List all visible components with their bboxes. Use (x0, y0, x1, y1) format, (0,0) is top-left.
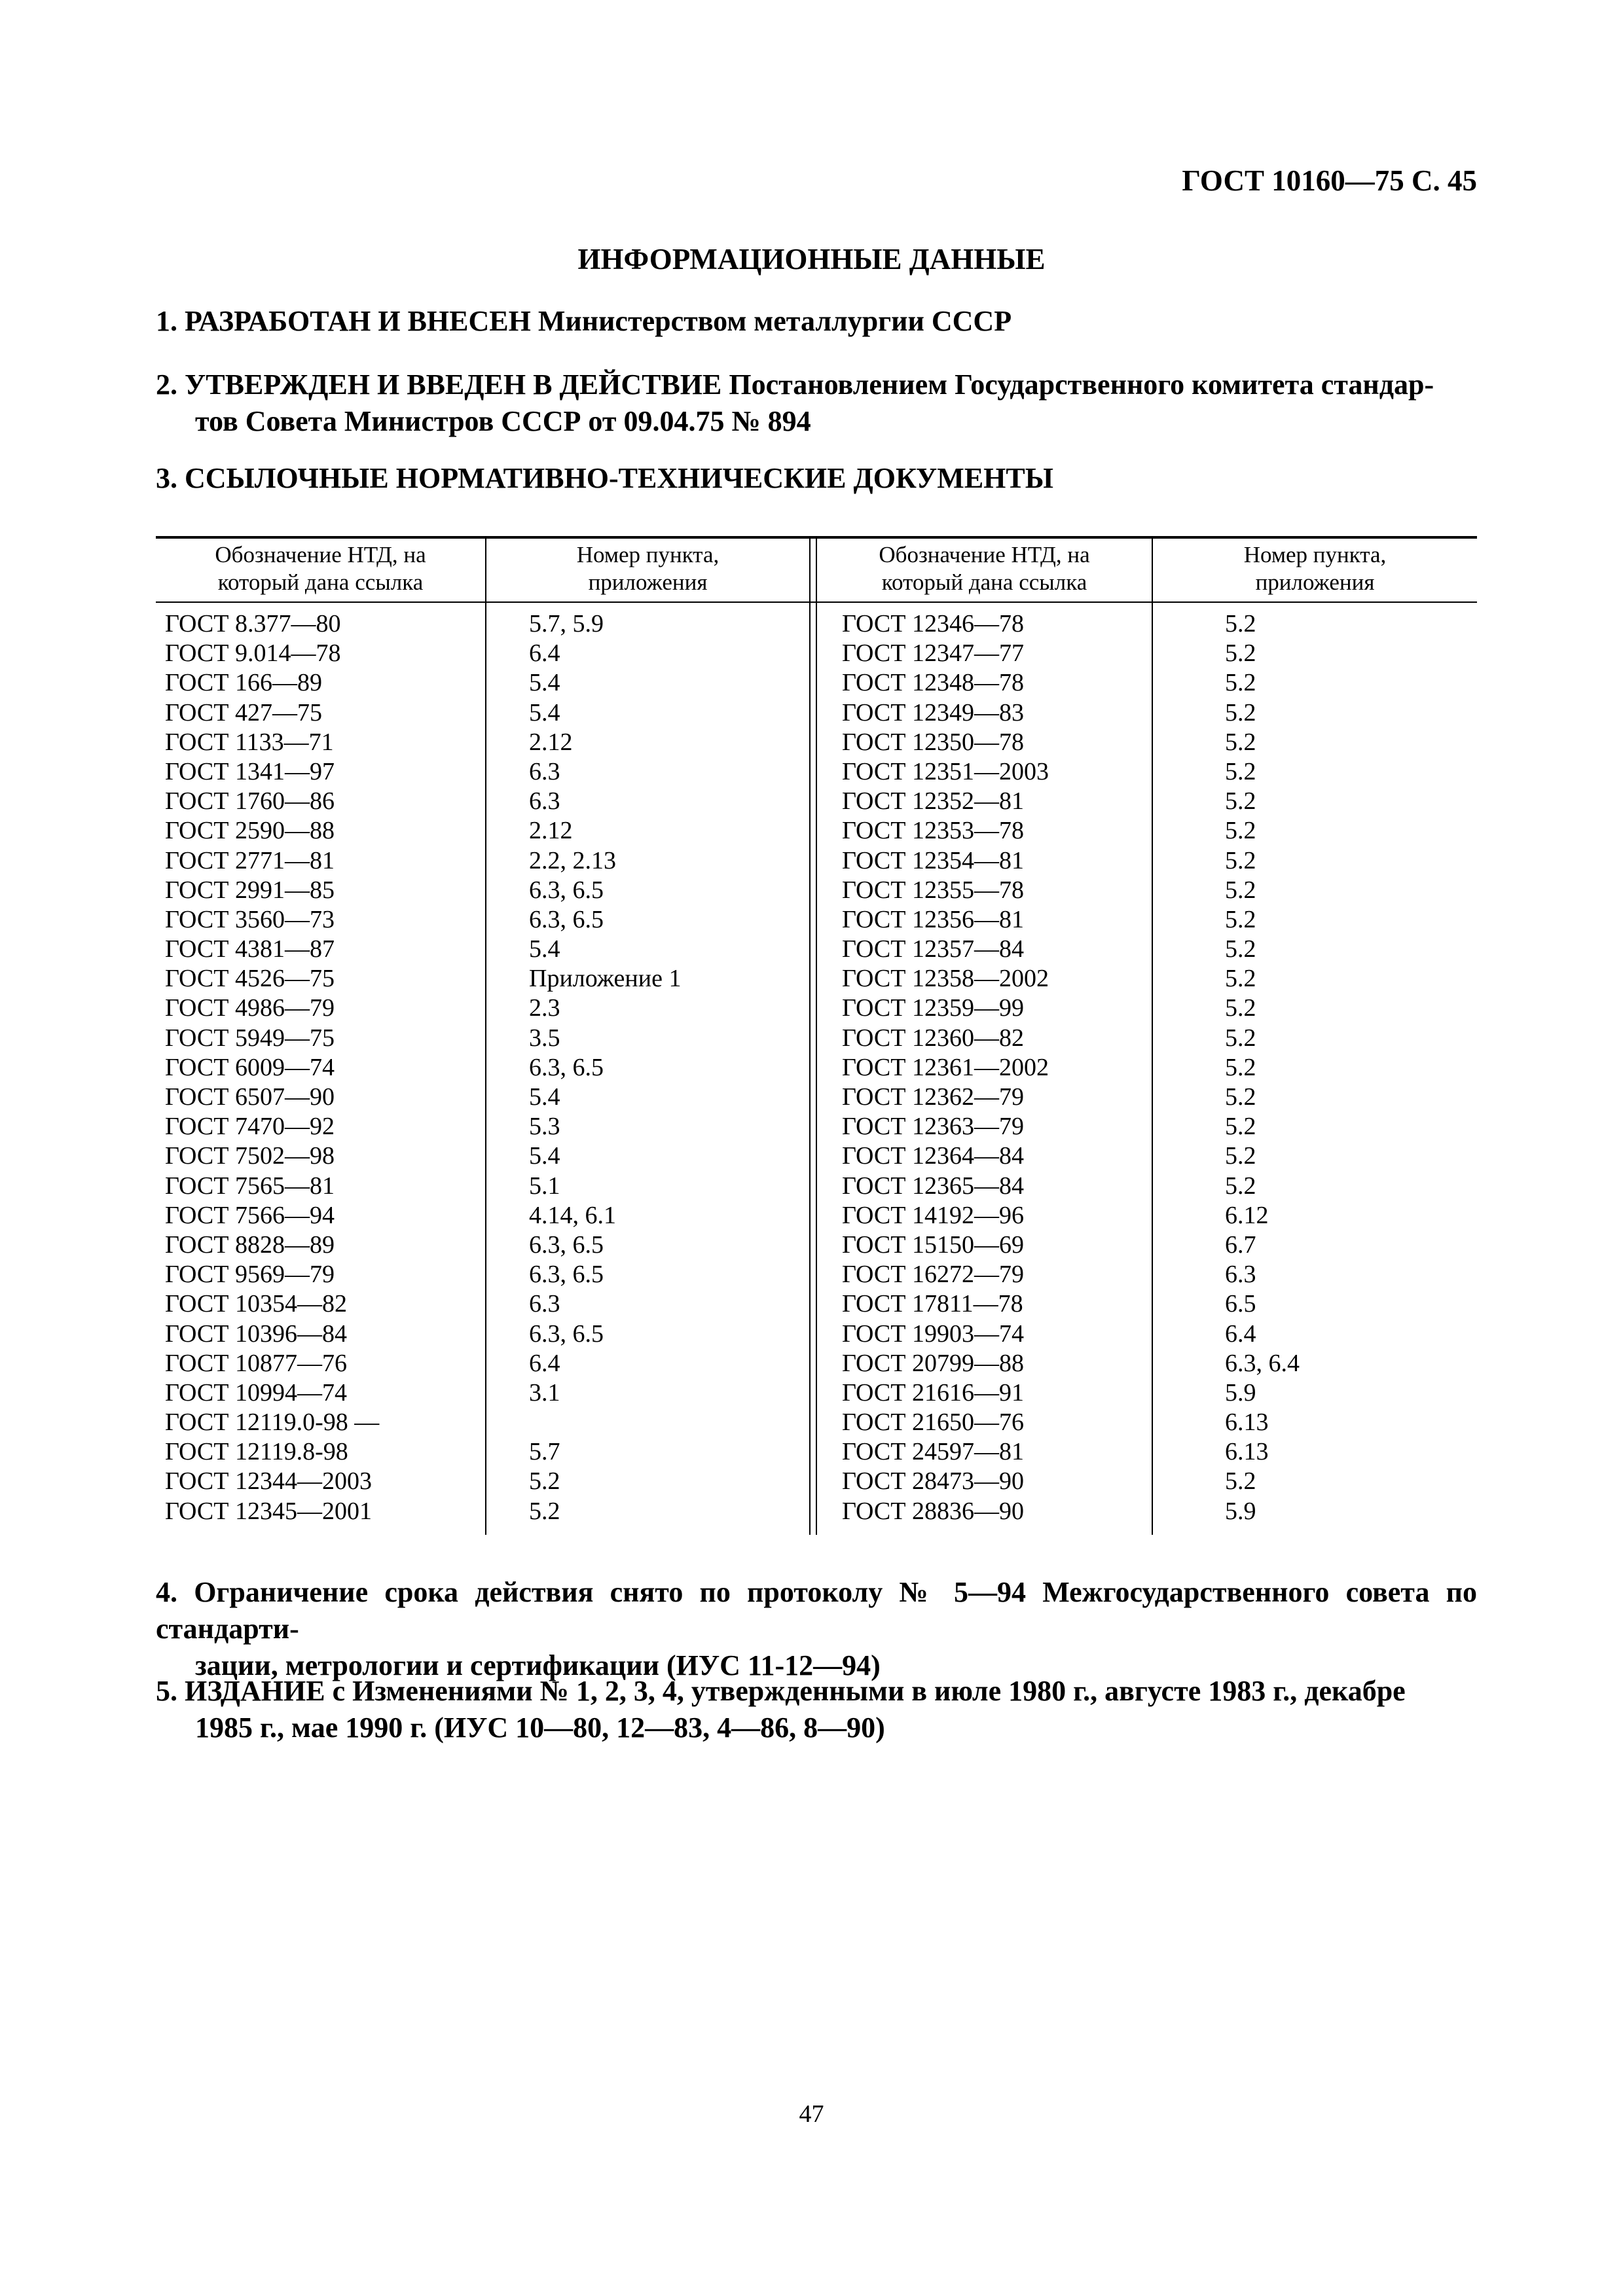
ref-doc-left-22: ГОСТ 8828—89 (165, 1230, 335, 1259)
ref-doc-right-13: ГОСТ 12358—2002 (842, 965, 1049, 993)
ref-doc-right-2: ГОСТ 12347—77 (842, 639, 1024, 668)
clause-left-1: 5.7, 5.9 (529, 610, 604, 637)
header-clause-number-2: Номер пункта, приложения (1243, 542, 1387, 595)
ref-doc-left-24: ГОСТ 10354—82 (165, 1290, 347, 1318)
item-2-label: 2. УТВЕРЖДЕН И ВВЕДЕН В ДЕЙСТВИЕ (156, 368, 722, 401)
ref-doc-right-27: ГОСТ 21616—91 (842, 1378, 1024, 1407)
left-doc-column (165, 609, 379, 1526)
clause-left-31: 5.2 (529, 1497, 560, 1525)
item-2-text: Постановлением Государственного комитета стандар- (729, 368, 1434, 401)
ref-doc-left-27: ГОСТ 10994—74 (165, 1378, 347, 1407)
clause-left-18: 5.3 (529, 1113, 560, 1141)
item-1 (156, 303, 1477, 340)
ref-doc-right-9: ГОСТ 12354—81 (842, 846, 1024, 874)
ref-doc-right-12: ГОСТ 12357—84 (842, 935, 1024, 963)
column-divider (1152, 536, 1153, 1535)
ref-doc-left-23: ГОСТ 9569—79 (165, 1261, 335, 1289)
clause-left-2: 6.4 (529, 639, 560, 668)
clause-right-25: 6.4 (1225, 1319, 1256, 1348)
item-5 (156, 1673, 1477, 1746)
clause-right-15: 5.2 (1225, 1024, 1256, 1052)
clause-left-13: Приложение 1 (529, 965, 682, 993)
item-1-label: 1. РАЗРАБОТАН И ВНЕСЕН (156, 305, 531, 337)
clause-left-27: 3.1 (529, 1378, 560, 1407)
ref-doc-right-28: ГОСТ 21650—76 (842, 1408, 1024, 1437)
item-1-text: Министерством металлургии СССР (538, 305, 1012, 337)
ref-doc-left-26: ГОСТ 10877—76 (165, 1349, 347, 1377)
ref-doc-left-8: ГОСТ 2590—88 (165, 817, 335, 845)
clause-left-22: 6.3, 6.5 (529, 1230, 604, 1259)
ref-doc-right-3: ГОСТ 12348—78 (842, 669, 1024, 697)
clause-left-10: 6.3, 6.5 (529, 876, 604, 904)
ref-doc-right-24: ГОСТ 17811—78 (842, 1290, 1023, 1318)
clause-left-6: 6.3 (529, 757, 560, 785)
clause-left-29: 5.7 (529, 1438, 560, 1466)
ref-doc-right-23: ГОСТ 16272—79 (842, 1261, 1024, 1289)
ref-doc-right-15: ГОСТ 12360—82 (842, 1024, 1024, 1052)
item-2 (156, 367, 1477, 440)
clause-left-7: 6.3 (529, 787, 560, 816)
ref-doc-right-31: ГОСТ 28836—90 (842, 1497, 1024, 1525)
ref-doc-left-6: ГОСТ 1341—97 (165, 757, 335, 785)
item-5-text: 5. ИЗДАНИЕ с Изменениями № 1, 2, 3, 4, утвержденными в июле 1980 г., августе 1983 г., декабре (156, 1675, 1406, 1707)
header-doc-designation-2: Обозначение НТД, на который дана ссылка (879, 542, 1090, 595)
ref-doc-right-8: ГОСТ 12353—78 (842, 817, 1024, 845)
clause-right-19: 5.2 (1225, 1142, 1256, 1170)
item-4-continuation: зации, метрологии и сертификации (ИУС 11-12—94) (195, 1649, 881, 1681)
clause-right-30: 5.2 (1225, 1467, 1256, 1496)
ref-doc-left-17: ГОСТ 6507—90 (165, 1083, 335, 1111)
column-divider (485, 536, 486, 1535)
ref-doc-left-30: ГОСТ 12344—2003 (165, 1467, 372, 1496)
clause-right-29: 6.13 (1225, 1438, 1269, 1466)
ref-doc-right-11: ГОСТ 12356—81 (842, 905, 1024, 933)
ref-doc-left-12: ГОСТ 4381—87 (165, 935, 335, 963)
ref-doc-right-29: ГОСТ 24597—81 (842, 1438, 1024, 1466)
clause-left-25: 6.3, 6.5 (529, 1319, 604, 1348)
ref-doc-left-13: ГОСТ 4526—75 (165, 965, 335, 993)
clause-right-17: 5.2 (1225, 1083, 1256, 1111)
clause-right-21: 6.12 (1225, 1201, 1269, 1229)
clause-left-4: 5.4 (529, 698, 560, 726)
clause-right-18: 5.2 (1225, 1113, 1256, 1141)
clause-right-5: 5.2 (1225, 728, 1256, 756)
ref-doc-left-19: ГОСТ 7502—98 (165, 1142, 335, 1170)
ref-doc-left-31: ГОСТ 12345—2001 (165, 1497, 372, 1525)
ref-doc-left-10: ГОСТ 2991—85 (165, 876, 335, 904)
clause-left-3: 5.4 (529, 669, 560, 697)
ref-doc-left-29: ГОСТ 12119.8-98 (165, 1438, 348, 1466)
clause-right-22: 6.7 (1225, 1230, 1256, 1259)
ref-doc-left-9: ГОСТ 2771—81 (165, 846, 335, 874)
ref-doc-left-25: ГОСТ 10396—84 (165, 1319, 347, 1348)
clause-right-16: 5.2 (1225, 1053, 1256, 1081)
ref-doc-left-21: ГОСТ 7566—94 (165, 1201, 335, 1229)
clause-left-12: 5.4 (529, 935, 560, 963)
clause-right-31: 5.9 (1225, 1497, 1256, 1525)
ref-doc-left-4: ГОСТ 427—75 (165, 698, 322, 726)
right-clause-column (1225, 609, 1300, 1526)
clause-right-28: 6.13 (1225, 1408, 1269, 1437)
clause-left-19: 5.4 (529, 1142, 560, 1170)
ref-doc-right-4: ГОСТ 12349—83 (842, 698, 1024, 726)
ref-doc-right-25: ГОСТ 19903—74 (842, 1319, 1024, 1348)
clause-left-11: 6.3, 6.5 (529, 905, 604, 933)
ref-doc-right-17: ГОСТ 12362—79 (842, 1083, 1024, 1111)
clause-left-26: 6.4 (529, 1349, 560, 1377)
item-4-text: 4. Ограничение срока действия снято по протоколу № 5—94 Межгосударственного совета по стандарти- (156, 1576, 1477, 1645)
clause-right-11: 5.2 (1225, 905, 1256, 933)
ref-doc-right-18: ГОСТ 12363—79 (842, 1113, 1024, 1141)
ref-doc-right-10: ГОСТ 12355—78 (842, 876, 1024, 904)
clause-left-16: 6.3, 6.5 (529, 1053, 604, 1081)
clause-left-9: 2.2, 2.13 (529, 846, 616, 874)
ref-doc-left-14: ГОСТ 4986—79 (165, 994, 335, 1022)
item-4 (156, 1574, 1477, 1684)
ref-doc-left-28: ГОСТ 12119.0-98 — (165, 1408, 380, 1437)
clause-left-24: 6.3 (529, 1290, 560, 1318)
clause-right-4: 5.2 (1225, 698, 1256, 726)
section-title: ИНФОРМАЦИОННЫЕ ДАННЫЕ (577, 243, 1046, 276)
clause-right-20: 5.2 (1225, 1172, 1256, 1200)
ref-doc-right-22: ГОСТ 15150—69 (842, 1230, 1024, 1259)
left-clause-column (529, 609, 681, 1526)
clause-right-23: 6.3 (1225, 1261, 1256, 1289)
clause-right-14: 5.2 (1225, 994, 1256, 1022)
clause-right-9: 5.2 (1225, 846, 1256, 874)
ref-doc-left-18: ГОСТ 7470—92 (165, 1113, 335, 1141)
ref-doc-left-20: ГОСТ 7565—81 (165, 1172, 335, 1200)
clause-right-13: 5.2 (1225, 965, 1256, 993)
ref-doc-left-16: ГОСТ 6009—74 (165, 1053, 335, 1081)
ref-doc-left-7: ГОСТ 1760—86 (165, 787, 335, 816)
ref-doc-right-30: ГОСТ 28473—90 (842, 1467, 1024, 1496)
ref-doc-right-20: ГОСТ 12365—84 (842, 1172, 1024, 1200)
clause-right-27: 5.9 (1225, 1378, 1256, 1407)
clause-right-8: 5.2 (1225, 817, 1256, 845)
ref-doc-right-16: ГОСТ 12361—2002 (842, 1053, 1049, 1081)
header-doc-designation-1: Обозначение НТД, на который дана ссылка (215, 542, 426, 595)
clause-right-2: 5.2 (1225, 639, 1256, 668)
clause-left-17: 5.4 (529, 1083, 560, 1111)
header-clause-number-1: Номер пункта, приложения (576, 542, 720, 595)
column-divider (809, 536, 811, 1535)
clause-right-6: 5.2 (1225, 757, 1256, 785)
clause-right-10: 5.2 (1225, 876, 1256, 904)
clause-right-26: 6.3, 6.4 (1225, 1349, 1300, 1377)
ref-doc-left-3: ГОСТ 166—89 (165, 669, 322, 697)
item-3-label: 3. ССЫЛОЧНЫЕ НОРМАТИВНО-ТЕХНИЧЕСКИЕ ДОКУМЕНТЫ (156, 462, 1053, 494)
ref-doc-right-21: ГОСТ 14192—96 (842, 1201, 1024, 1229)
clause-left-5: 2.12 (529, 728, 573, 756)
item-5-continuation: 1985 г., мае 1990 г. (ИУС 10—80, 12—83, 4—86, 8—90) (195, 1712, 885, 1744)
ref-doc-right-14: ГОСТ 12359—99 (842, 994, 1024, 1022)
ref-doc-left-15: ГОСТ 5949—75 (165, 1024, 335, 1052)
ref-doc-right-6: ГОСТ 12351—2003 (842, 757, 1049, 785)
clause-right-7: 5.2 (1225, 787, 1256, 816)
clause-left-15: 3.5 (529, 1024, 560, 1052)
clause-right-1: 5.2 (1225, 610, 1256, 637)
clause-left-14: 2.3 (529, 994, 560, 1022)
ref-doc-left-1: ГОСТ 8.377—80 (165, 610, 341, 637)
clause-left-28 (529, 1408, 681, 1437)
right-doc-column (842, 609, 1049, 1526)
ref-doc-right-7: ГОСТ 12352—81 (842, 787, 1024, 816)
clause-left-23: 6.3, 6.5 (529, 1261, 604, 1289)
page-header-reference: ГОСТ 10160—75 С. 45 (1182, 164, 1477, 197)
ref-doc-right-26: ГОСТ 20799—88 (842, 1349, 1024, 1377)
clause-right-12: 5.2 (1225, 935, 1256, 963)
ref-doc-left-11: ГОСТ 3560—73 (165, 905, 335, 933)
ref-doc-left-2: ГОСТ 9.014—78 (165, 639, 341, 668)
clause-left-21: 4.14, 6.1 (529, 1201, 616, 1229)
clause-left-8: 2.12 (529, 817, 573, 845)
item-3 (156, 460, 1477, 497)
ref-doc-right-19: ГОСТ 12364—84 (842, 1142, 1024, 1170)
ref-doc-right-1: ГОСТ 12346—78 (842, 610, 1024, 637)
page-number: 47 (799, 2100, 824, 2128)
clause-right-3: 5.2 (1225, 669, 1256, 697)
ref-doc-left-5: ГОСТ 1133—71 (165, 728, 334, 756)
item-2-continuation: тов Совета Министров СССР от 09.04.75 № 894 (195, 405, 811, 437)
column-divider (816, 536, 817, 1535)
reference-documents-table (156, 536, 1477, 1535)
clause-left-30: 5.2 (529, 1467, 560, 1496)
ref-doc-right-5: ГОСТ 12350—78 (842, 728, 1024, 756)
clause-right-24: 6.5 (1225, 1290, 1256, 1318)
clause-left-20: 5.1 (529, 1172, 560, 1200)
